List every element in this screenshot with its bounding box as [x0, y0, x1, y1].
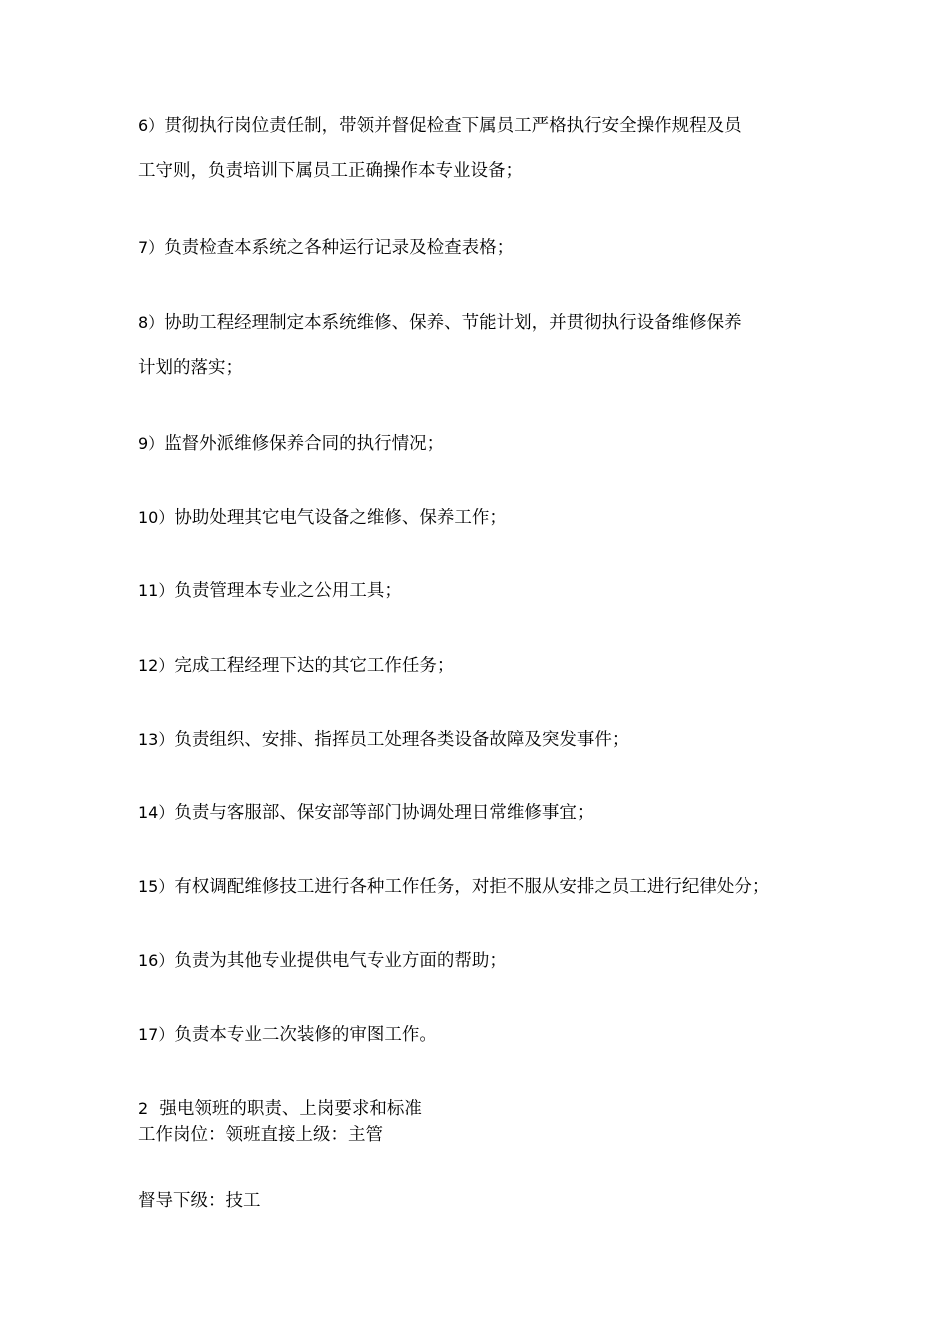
item-number: 9） [138, 434, 165, 453]
item-text: 负责管理本专业之公用工具； [174, 581, 402, 601]
item-number: 14） [138, 803, 175, 822]
item-8 [138, 312, 742, 334]
item-text: 完成工程经理下达的其它工作任务； [174, 656, 455, 676]
item-9 [138, 433, 444, 455]
item-11 [138, 580, 402, 602]
subordinate-info: 督导下级：技工 [138, 1191, 261, 1211]
item-17 [138, 1024, 437, 1046]
item-15 [138, 876, 769, 898]
item-text: 负责与客服部、保安部等部门协调处理日常维修事宜； [174, 803, 595, 823]
item-number: 17） [138, 1025, 175, 1044]
section-title: 强电领班的职责、上岗要求和标准 [159, 1099, 422, 1119]
item-text: 负责组织、安排、指挥员工处理各类设备故障及突发事件； [174, 730, 630, 750]
item-text: 贯彻执行岗位责任制，带领并督促检查下属员工严格执行安全操作规程及员 [164, 116, 742, 136]
item-8-continued: 计划的落实； [138, 358, 243, 378]
item-number: 15） [138, 877, 175, 896]
item-14 [138, 802, 594, 824]
item-16 [138, 950, 507, 972]
item-text: 负责为其他专业提供电气专业方面的帮助； [174, 951, 507, 971]
item-7 [138, 237, 514, 259]
item-number: 13） [138, 730, 175, 749]
item-text: 负责检查本系统之各种运行记录及检查表格； [164, 238, 515, 258]
item-number: 7） [138, 238, 165, 257]
item-number: 8） [138, 313, 165, 332]
item-10 [138, 507, 507, 529]
item-number: 11） [138, 581, 175, 600]
item-number: 12） [138, 656, 175, 675]
item-number: 6） [138, 116, 165, 135]
item-12 [138, 655, 454, 677]
item-text: 协助工程经理制定本系统维修、保养、节能计划，并贯彻执行设备维修保养 [164, 313, 742, 333]
item-6 [138, 115, 742, 137]
item-13 [138, 729, 629, 751]
item-6-continued: 工守则，负责培训下属员工正确操作本专业设备； [138, 161, 523, 181]
section-number: 2 [138, 1099, 149, 1118]
job-info: 工作岗位：领班直接上级：主管 [138, 1125, 383, 1145]
item-number: 16） [138, 951, 175, 970]
item-number: 10） [138, 508, 175, 527]
section-heading [138, 1098, 422, 1120]
item-text: 有权调配维修技工进行各种工作任务，对拒不服从安排之员工进行纪律处分； [174, 877, 770, 897]
item-text: 监督外派维修保养合同的执行情况； [164, 434, 445, 454]
item-text: 协助处理其它电气设备之维修、保养工作； [174, 508, 507, 528]
item-text: 负责本专业二次装修的审图工作。 [174, 1025, 437, 1045]
